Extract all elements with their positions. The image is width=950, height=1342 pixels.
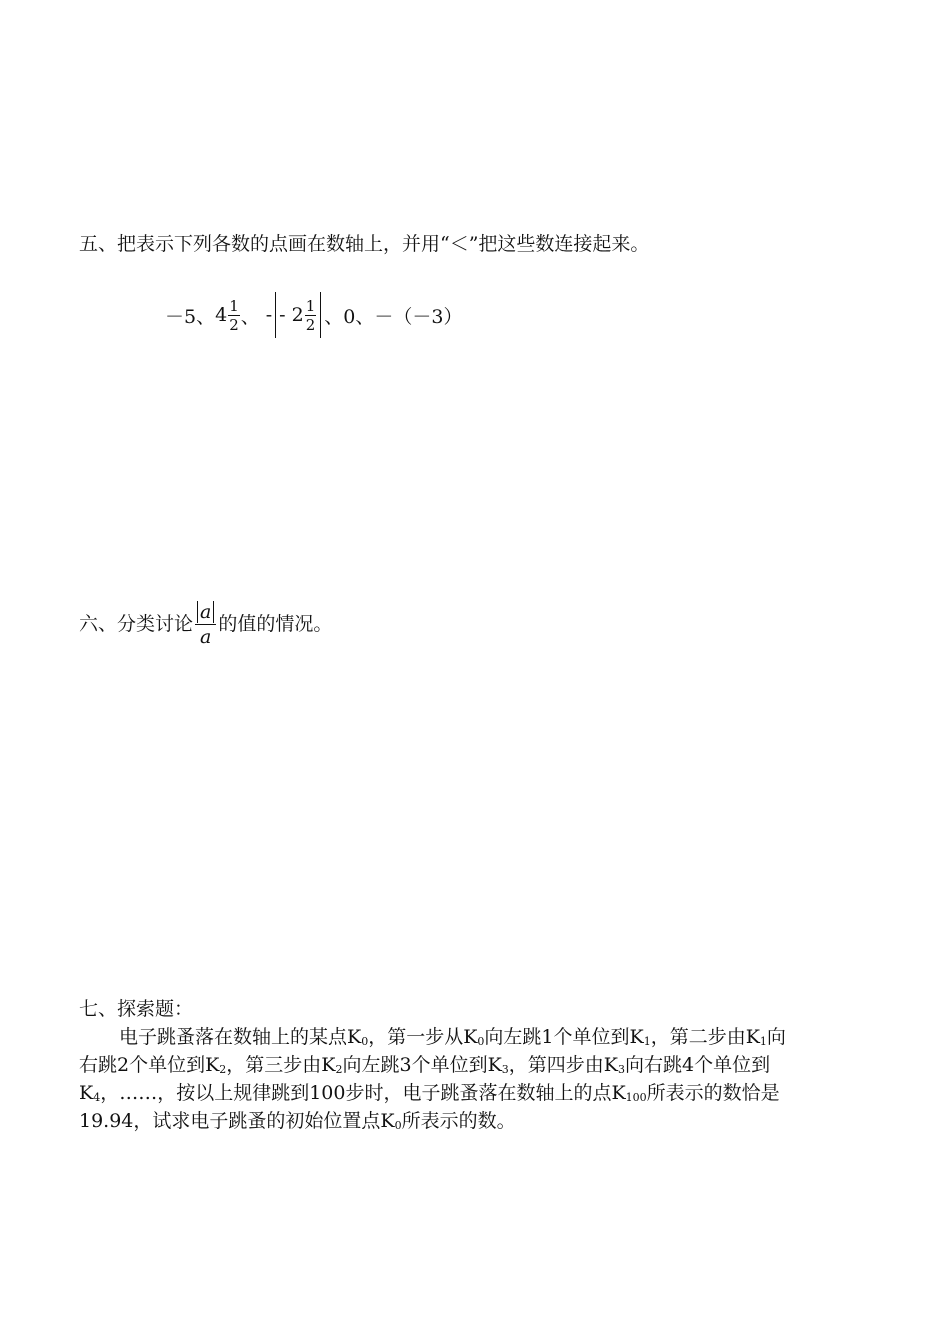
text-run: K [79,1082,94,1104]
text-run: 所表示的数。 [401,1110,516,1132]
text-run: ，第一步从K [368,1026,478,1048]
number-list [165,290,462,340]
negative-sign: - [265,304,273,326]
subscript: 0 [477,1035,485,1048]
section5-title: 五、把表示下列各数的点画在数轴上，并用“＜”把这些数连接起来。 [79,233,650,255]
text-run: 向左跳1个单位到K [484,1026,644,1048]
section6-question [79,596,332,652]
section6-suffix: 的值的情况。 [218,613,333,635]
text-run: ，第二步由K [650,1026,760,1048]
subscript: 4 [93,1091,101,1104]
subscript: 0 [361,1035,369,1048]
number-item: 、0、－（－3） [324,305,463,328]
text-run: 右跳2个单位到K [79,1054,220,1076]
abs-a: a [197,601,214,623]
text-run: 向左跳3个单位到K [342,1054,502,1076]
subscript: 100 [625,1091,647,1104]
subscript: 2 [335,1063,343,1076]
text-run: 19.94，试求电子跳蚤的初始位置点K [79,1110,395,1132]
abs-inner: - 2 [279,304,304,326]
subscript: 1 [759,1035,767,1048]
fraction-numerator: 1 [229,296,239,315]
fraction-denominator: a [200,625,212,648]
number-item: 4 [215,304,228,326]
separator: 、 [240,305,260,328]
section7-paragraph [79,1023,874,1135]
subscript: 3 [501,1063,509,1076]
subscript: 3 [618,1063,625,1076]
text-run: ，第三步由K [226,1054,336,1076]
subscript: 0 [394,1119,402,1132]
fraction [305,297,317,334]
paragraph-line [79,1023,874,1051]
absolute-value [275,292,321,338]
fraction [228,297,240,334]
paragraph-line [79,1079,874,1107]
section6-prefix: 六、分类讨论 [79,613,194,635]
paragraph-line [79,1051,874,1079]
section7-title: 七、探索题： [79,998,194,1020]
abs-a-over-a-fraction [195,600,216,649]
fraction-denominator: 2 [229,315,239,334]
number-item: －5、 [165,305,216,328]
subscript: 1 [643,1035,651,1048]
fraction-numerator [195,600,216,625]
subscript: 2 [219,1063,227,1076]
fraction-numerator: 1 [305,296,316,315]
fraction-denominator: 2 [305,315,316,334]
text-run: 所表示的数恰是 [646,1082,780,1104]
text-run: 电子跳蚤落在数轴上的某点K [119,1026,362,1048]
text-run: ，……，按以上规律跳到100步时，电子跳蚤落在数轴上的点K [100,1082,626,1104]
text-run: 向右跳4个单位到 [625,1054,771,1076]
text-run: ，第四步由K [508,1054,618,1076]
paragraph-line [79,1107,874,1135]
text-run: 向 [766,1026,786,1048]
